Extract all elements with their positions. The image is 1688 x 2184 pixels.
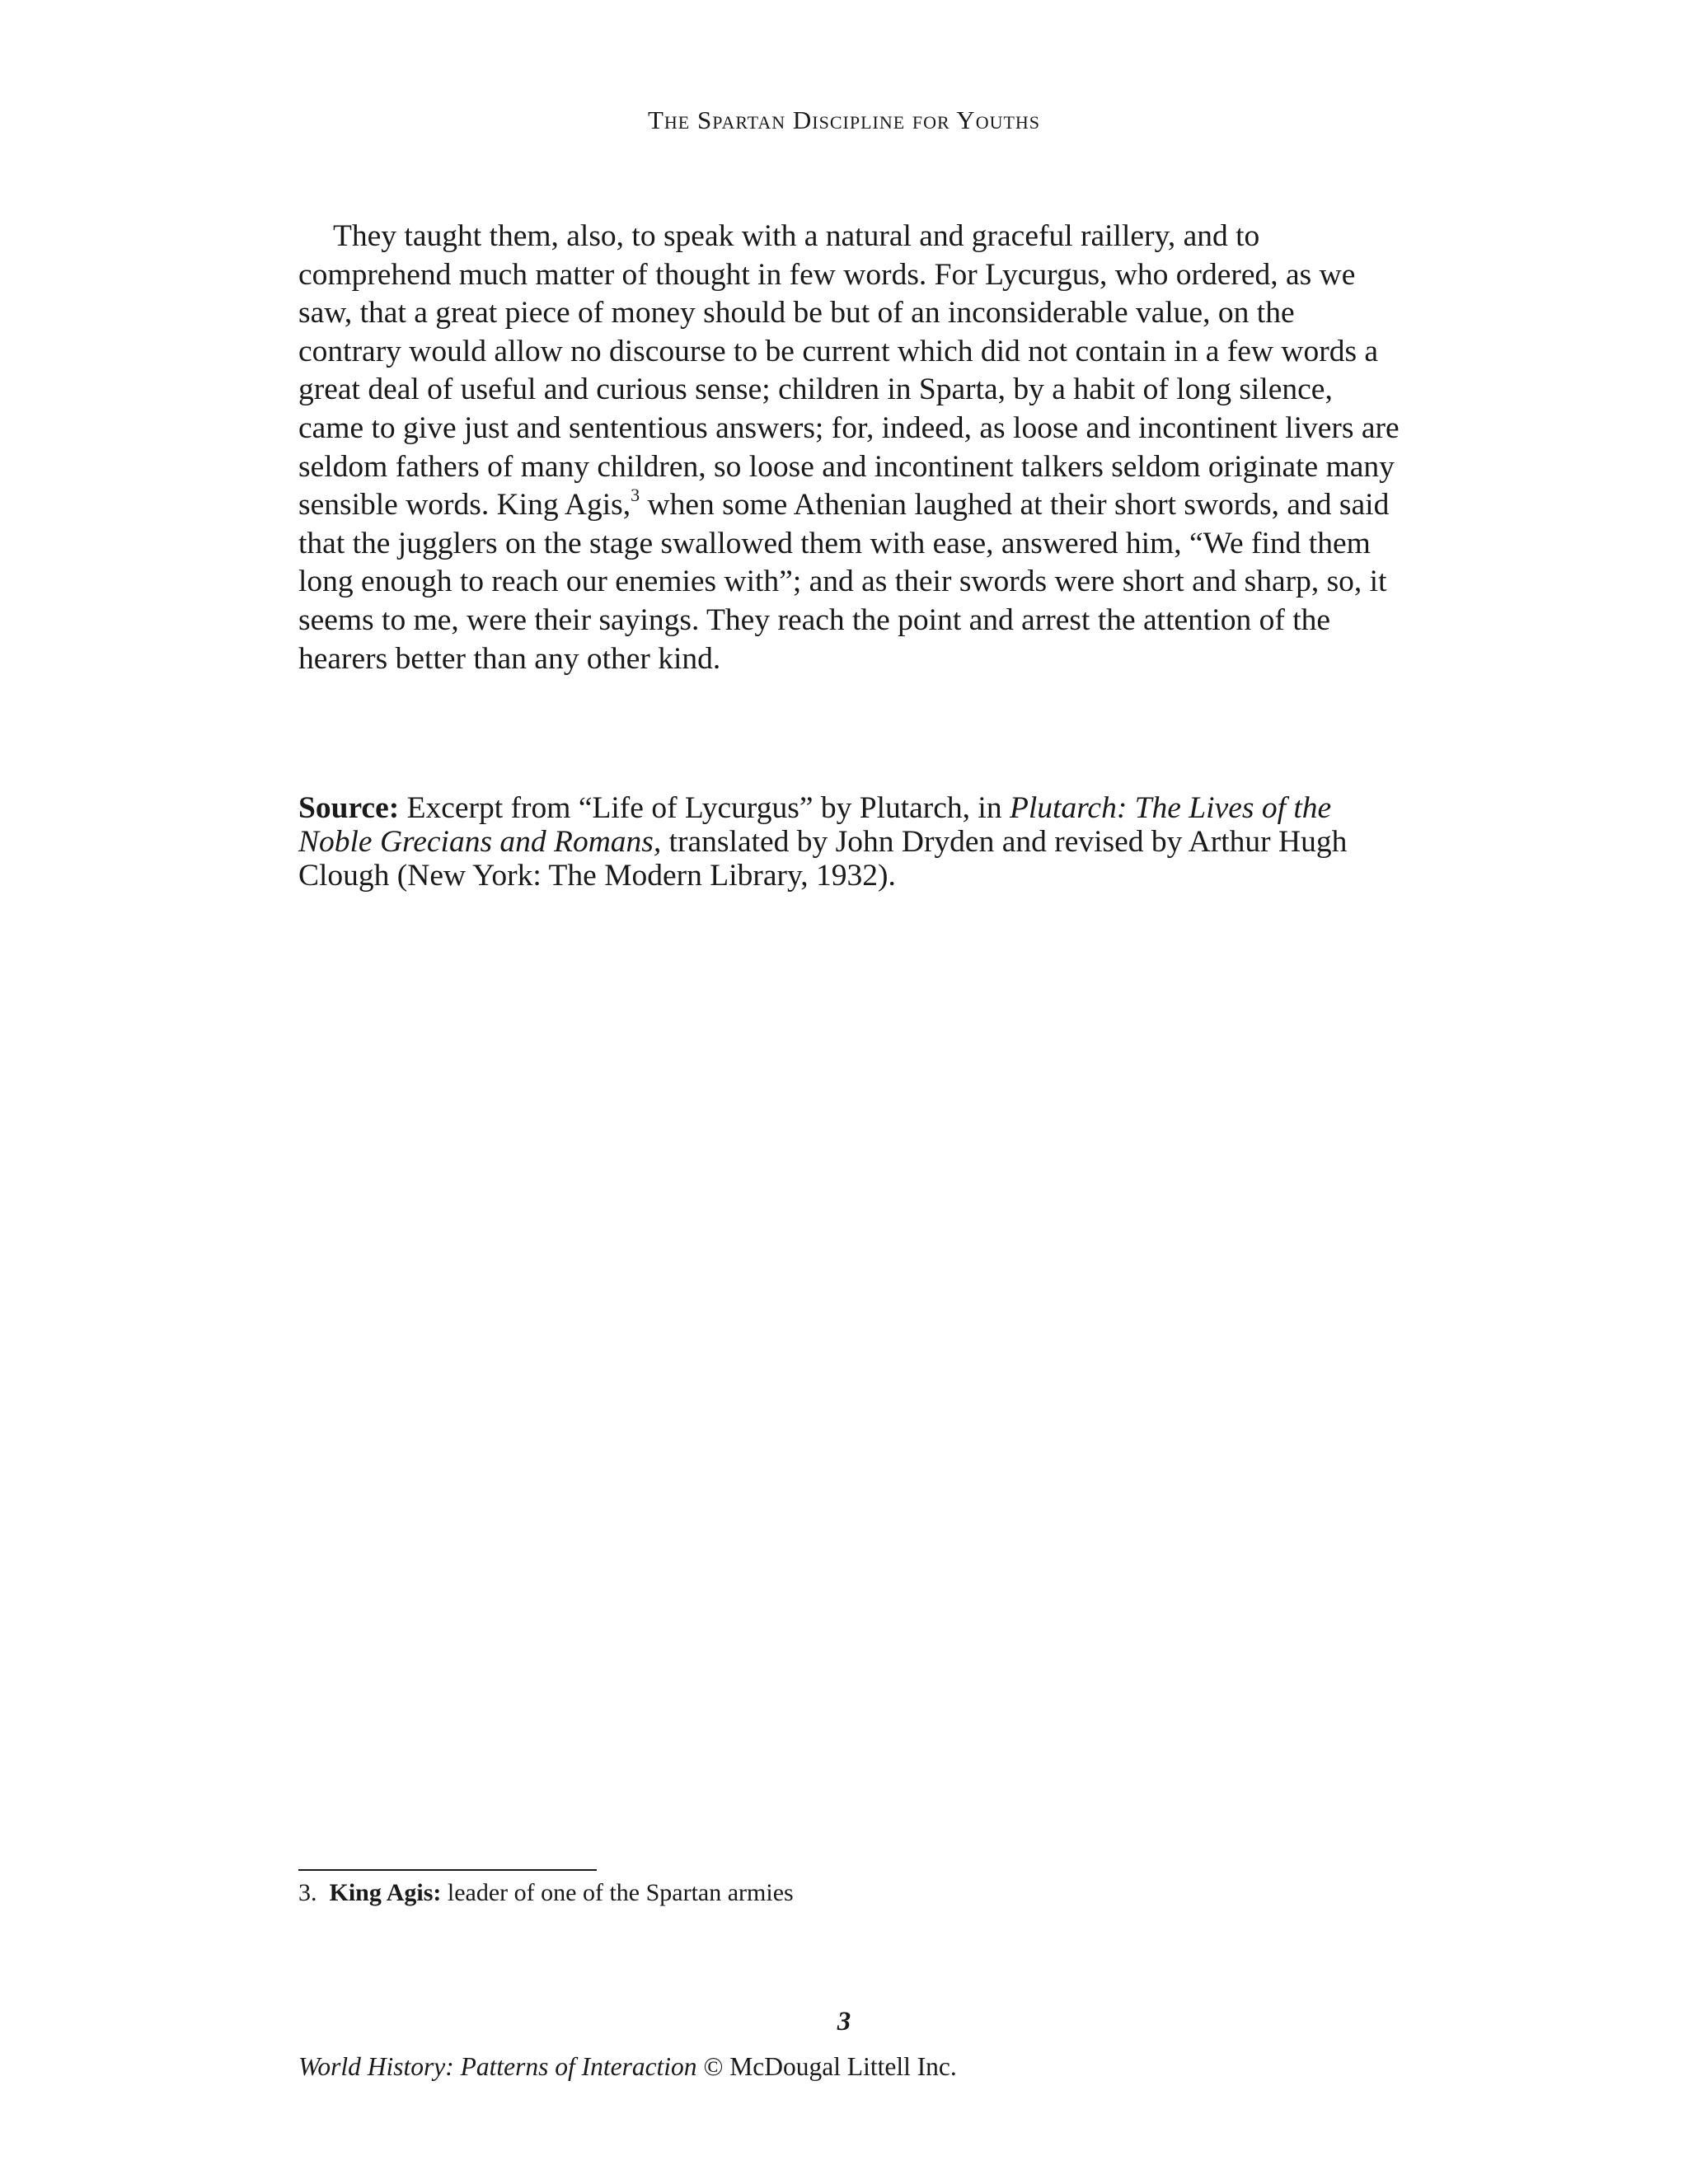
source-citation	[298, 791, 1403, 893]
paragraph-text-part2: when some Athenian laughed at their short swords, and said that the jugglers on the stage swallowed them with ease, answered him, “We find them long enough to reach our enemies with”; and as their swords were short and sharp, so, it seems to me, were their sayings. They reach the point and arrest the attention of the hearers better than any other kind.	[298, 488, 1390, 676]
footnote-term: King Agis:	[329, 1879, 442, 1906]
footnote-reference: 3	[631, 485, 640, 506]
source-text-after-title: translated by John Dryden and revised by Arthur Hugh Clough (New York: The Modern Library, 1932).	[298, 825, 1348, 893]
footer-copyright: © McDougal Littell Inc.	[696, 2052, 957, 2081]
footer-credit	[298, 2050, 1403, 2083]
running-head: The Spartan Discipline for Youths	[647, 105, 1041, 134]
footnote-definition: leader of one of the Spartan armies	[441, 1879, 794, 1906]
footer-book-title: World History: Patterns of Interaction	[298, 2052, 697, 2081]
footnote-divider	[298, 1869, 597, 1871]
source-text-before-title: Excerpt from “Life of Lycurgus” by Plutarch, in	[399, 791, 1010, 825]
page-number: 3	[837, 2007, 851, 2036]
main-paragraph	[298, 218, 1403, 678]
paragraph-text-part1: They taught them, also, to speak with a natural and graceful raillery, and to comprehend much matter of thought in few words. For Lycurgus, who ordered, as we saw, that a great piece of money should be but of an inconsiderable value, on the contrary would allow no discourse to be current which did not contain in a few words a great deal of useful and curious sense; children in Sparta, by a habit of long silence, came to give just and sententious answers; for, indeed, as loose and incontinent livers are seldom fathers of many children, so loose and incontinent talkers seldom originate many sensible words. King Agis,	[298, 219, 1400, 523]
source-book-title: Plutarch: The Lives of the Noble Grecians and Romans,	[298, 791, 1332, 859]
footnote	[298, 1877, 1403, 1910]
source-label: Source:	[298, 791, 400, 825]
footnote-number: 3.	[298, 1879, 317, 1906]
